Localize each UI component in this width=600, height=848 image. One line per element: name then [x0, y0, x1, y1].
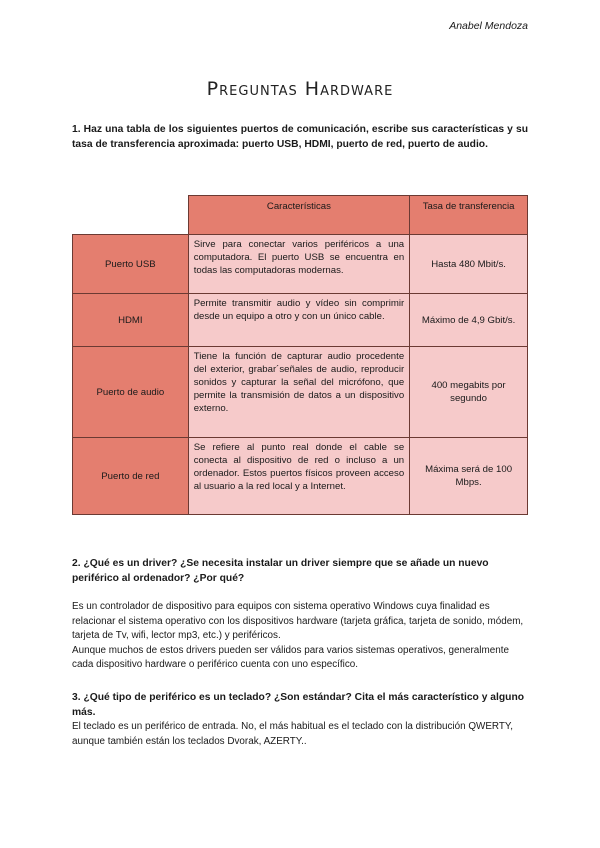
answer-3: El teclado es un periférico de entrada. No, el más habitual es el teclado con la distribución QWERTY, aunque también están los teclados Dvorak, AZERTY..	[72, 721, 513, 747]
row-port-name: Puerto de red	[73, 438, 189, 515]
author-name: Anabel Mendoza	[449, 20, 528, 32]
row-features: Se refiere al punto real donde el cable se conecta al dispositivo de red o incluso a un ordenador. Estos puertos físicos proveen acceso al usuario a la red local y a Internet.	[188, 438, 409, 515]
table-row	[73, 294, 528, 347]
question-1: 1. Haz una tabla de los siguientes puertos de comunicación, escribe sus características y su tasa de transferencia aproximada: puerto USB, HDMI, puerto de red, puerto de audio.	[72, 124, 528, 150]
row-features: Tiene la función de capturar audio procedente del exterior, grabar´señales de audio, reproducir sonidos y capturar la señal del micrófono, que permite la transmisión de datos a un dispositivo externo.	[188, 347, 409, 438]
row-features: Permite transmitir audio y vídeo sin comprimir desde un equipo a otro y con un único cable.	[188, 294, 409, 347]
table-row	[73, 347, 528, 438]
ports-table	[72, 195, 528, 515]
table-corner-cell	[73, 196, 189, 235]
row-port-name: Puerto USB	[73, 235, 189, 294]
row-rate: Máximo de 4,9 Gbit/s.	[410, 294, 528, 347]
header-rate: Tasa de transferencia	[410, 196, 528, 235]
table-row	[73, 438, 528, 515]
row-port-name: HDMI	[73, 294, 189, 347]
page-title: Preguntas Hardware	[206, 78, 394, 100]
table-header-row	[73, 196, 528, 235]
row-rate: Hasta 480 Mbit/s.	[410, 235, 528, 294]
header-features: Características	[188, 196, 409, 235]
answer-2-paragraph: Es un controlador de dispositivo para equipos con sistema operativo Windows cuya finalidad es relacionar el sistema operativo con los dispositivos hardware (tarjeta gráfica, tarjeta de sonido, módem, tarjeta de Tv, wifi, lector mp3, etc.) y periféricos.	[72, 601, 524, 641]
row-port-name: Puerto de audio	[73, 347, 189, 438]
row-rate: Máxima será de 100 Mbps.	[410, 438, 528, 515]
question-3: 3. ¿Qué tipo de periférico es un teclado? ¿Son estándar? Cita el más característico y alguno más.	[72, 692, 525, 718]
row-features: Sirve para conectar varios periféricos a una computadora. El puerto USB se encuentra en todas las computadoras modernas.	[188, 235, 409, 294]
row-rate: 400 megabits por segundo	[410, 347, 528, 438]
answer-2-paragraph: Aunque muchos de estos drivers pueden ser válidos para varios sistemas operativos, generalmente cada dispositivo hardware o periférico cuenta con uno específico.	[72, 644, 509, 670]
answer-2	[72, 600, 528, 673]
question-2: 2. ¿Qué es un driver? ¿Se necesita instalar un driver siempre que se añade un nuevo periférico al ordenador? ¿Por qué?	[72, 558, 489, 584]
table-row	[73, 235, 528, 294]
